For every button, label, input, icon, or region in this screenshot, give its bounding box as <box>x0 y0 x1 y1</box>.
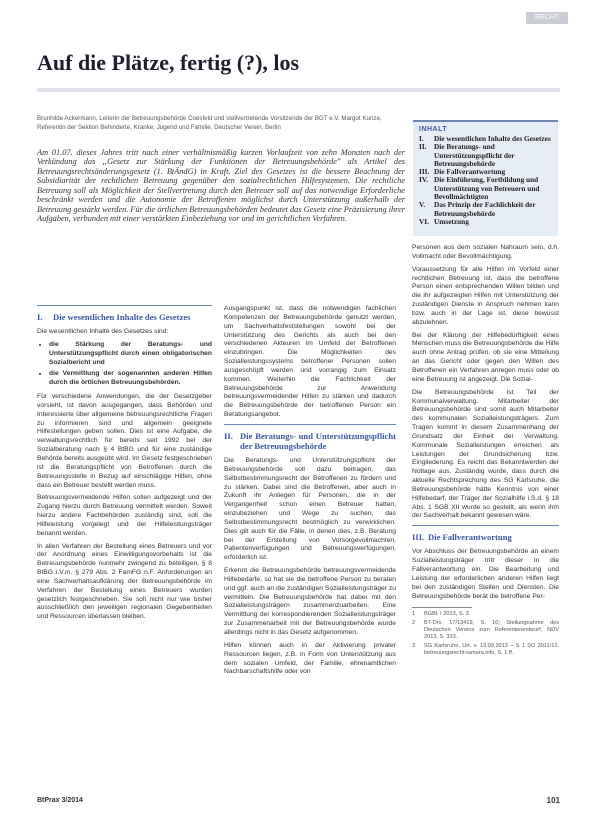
paragraph: Die wesentlichen Inhalte des Gesetzes sind: <box>37 328 169 335</box>
list-item: • die Vermittlung der sogenannten anderen Hilfen durch die örtlichen Betreuungsbehörden. <box>49 370 212 388</box>
toc-item-label: Die Fallverantwortung <box>434 167 506 177</box>
paragraph: Personen aus dem sozialen Nahraum sein, d.h. Vollmacht oder Bevollmächtigung. <box>412 244 559 260</box>
toc-item-num: II. <box>419 142 427 152</box>
section-heading <box>224 431 396 451</box>
footnote-text: SG Karlsruhe, Urt. v. 13.09.2013 – S 1 SO 2011/12, betreuungsrecht-tamura.info, S. 1 ff. <box>424 643 559 657</box>
title-rule <box>37 88 560 92</box>
toc-item-num: IV. <box>419 175 428 185</box>
paragraph: In allen Verfahren der Bestellung eines Betreuers und vor der Anordnung eines Einwilligungsvorbehalts ist die Betreuungsbehörde nunmehr zwingend zu beteiligen, § 8 BtBG i.V.m. § 279 Abs. 2 FamFG n.F. Anforderungen an eine Sachverhaltsaufklärung der Betreuungsbehörde im Verfahren der Bestellung eines Betreuers wurden gesetzlich festgeschrieben. Sie soll nicht nur wie bisher ausschließlich den jeweiligen regionalen Gegebenheiten und Ressourcen überlassen bleiben. <box>37 542 212 621</box>
table-of-contents <box>413 120 558 236</box>
footnote-rule <box>412 607 472 608</box>
paragraph: Hilfen können auch in der Aktivierung privater Ressourcen liegen, z.B. in Form von Unterstützung aus dem sozialen Umfeld, der Familie, ehrenamtlichen Nachbarschaftshilfe oder von <box>224 641 396 676</box>
footnote-number: 1 <box>412 611 416 618</box>
paragraph: Die Betreuungsbehörde ist Teil der Kommunalverwaltung. Mitarbeiter der Betreuungsbehörde sind somit auch Mitarbeiter des kommunalen Sozialleistungsträgers. Zum Tragen kommt in diesem Zusammenhang der Grundsatz der Einheit der Verwaltung. Kommunale Sozialleistungen erreichen als Leistungen der Grundsicherung bzw. Eingliederung. Es reicht das Bekanntwerden der Notlage aus. Zuständig wurde, dass durch die aktuelle Rechtsprechung des SG Karlsruhe, die Betreuungsbehörde hätte Kenntnis von einer Hilfebedarf, der Träger der Sozialhilfe i.S.d. § 18 Abs. 1 SGB XII wurde so gestellt, als wenn ihm der Sachverhalt bekannt gewesen wäre. <box>412 388 559 520</box>
paragraph: Erkennt die Betreuungsbehörde betreuungsvermeidende Hilfebedarfe, so hat sie die betroffene Person zu beraten und ggf. auch an die zuständigen Sozialleistungsträger zu vermitteln. Die Betreuungsbehörde hat dabei mit den Sozialleistungsträgern zusammenzuarbeiten. Eine Vermittlung der korrespondierenden Sozialleistungsträger zur Zusammenarbeit mit der Betreuungsbehörde wurde allerdings nicht in das Gesetz aufgenommen. <box>224 567 396 636</box>
paragraph: Vor Abschluss der Betreuungsbehörde an einem Sozialleistungsträger tritt dieser in die Fallverantwortung ein. Die Bearbeitung und Leistung der erforderlichen anderen Hilfen liegt bei den zuständigen Stellen und Diensten. Die Betreuungsbehörde berät die betroffene Per- <box>412 548 559 600</box>
footnote-number: 2 <box>412 620 416 627</box>
toc-item-num: VI. <box>419 216 429 226</box>
column-2 <box>224 305 396 681</box>
section-title: Die Fallverantwortung <box>428 532 512 543</box>
section-title: Die Beratungs- und Unterstützungspflicht der Betreuungsbehörde <box>240 430 396 451</box>
footnote <box>412 611 559 618</box>
section-3-header <box>412 525 559 542</box>
section-number: I. <box>37 312 43 322</box>
footnote-number: 3 <box>412 643 416 650</box>
footnote <box>412 620 559 641</box>
list-item: • die Stärkung der Beratungs- und Unterstützungspflicht durch einen obligatorischen Sozialbericht und <box>49 341 212 368</box>
paragraph: Bei der Klärung der Hilfebedürftigkeit eines Menschen muss die Betreuungsbehörde die Hilfe auch ohne Antrag prüfen, ob sie eine Mitteilung an das Gericht oder gegen den Willen des Betroffenen ein Verfahren anregen muss oder ob eine Betreuung ist angezeigt. Die Sozial- <box>412 331 559 383</box>
section-title: Die wesentlichen Inhalte des Gesetzes <box>53 312 191 322</box>
paragraph: Für verschiedene Anwendungen, die der Gesetzgeber vorsieht, ist davon ausgegangen, dass Behörden und Interessierte über allgemeine betreuungsrechtliche Fragen zu informieren sind und allgemein geeignete Hilfestellungen geben sollen. Dies ist eine Aufgabe, die verwaltungsrechtlich für bereits seit 1992 bei der Sozialberatung nach § 4 BtBG und für eine zuständige Behörde bereits ausgeübt wird. Im Gesetz festgeschrieben ist die Beratungspflicht von Betroffenen durch die Betreuungsstelle in Bezug auf einschlägige Hilfen, ohne dass ein Betreuer bestellt werden muss. <box>37 393 212 489</box>
toc-item[interactable] <box>413 176 558 201</box>
toc-item-num: III. <box>419 167 430 177</box>
abstract: Am 01.07. dieses Jahres tritt nach einer verhältnismäßig kurzen Vorlaufzeit von zehn Monaten nach der Verkündung das „Gesetz zur Stärkung der Funktionen der Betreuungsbehörde" als Artikel des Betreuungsrechtsänderungsgesetz (1. BtÄndG) in Kraft. Ziel des Gesetzes ist die bessere Beachtung der Subsidiarität der rechtlichen Betreuung gegenüber den sozialrechtlichen Hilfesystemen. Die rechtliche Betreuung soll als Möglichkeit der Stellvertretung durch den Betreuer soll auf das notwendige Erforderliche beschränkt werden und die Autonomie der Betroffenen möglichst durch Unterstützung außerhalb der Betreuung gestärkt werden. Für die örtlichen Betreuungsbehörden bedeutet das Gesetz eine Präzisierung ihrer Aufgaben, verbunden mit einer verstärkten Einbeziehung vor und im gerichtlichen Verfahren. <box>37 148 405 224</box>
toc-item-label: Die Einführung, Fortbildung und Unterstützung von Betreuern und Bevollmächtigten <box>434 175 540 202</box>
journal-issue: BtPrax 3/2014 <box>37 797 83 804</box>
toc-item[interactable] <box>413 201 558 218</box>
section-2-header <box>224 424 396 451</box>
page-number: 101 <box>546 796 560 805</box>
section-heading <box>412 532 559 542</box>
column-3 <box>412 244 559 659</box>
bullet-list <box>37 341 212 388</box>
footnote-text: BGBl. I 2013, S. 3. <box>424 611 471 618</box>
section-tag: RECHT <box>526 12 568 24</box>
toc-item-label: Umsetzung <box>434 216 469 226</box>
section-number: III. <box>412 532 425 543</box>
section-1-header <box>37 305 212 322</box>
toc-item[interactable] <box>413 143 558 168</box>
section-heading <box>37 312 212 322</box>
toc-item[interactable] <box>413 218 558 226</box>
footnote-text: BT-Drs. 17/13419, S. 10; Stellungnahme des Deutschen Vereins zum Referentenentwurf, NDV 2013, S. 333. <box>424 620 559 641</box>
toc-heading: INHALT <box>419 126 448 133</box>
paragraph: Voraussetzung für alle Hilfen im Vorfeld einer rechtlichen Betreuung ist, dass die betroffene Person einen entsprechenden Willen bilden und die ihr aufgezeigten Hilfen mit Unterstützung der zuständigen Dienste in Anspruch nehmen kann bzw. auch in der Lage ist, diese bewusst abzulehnen. <box>412 265 559 326</box>
toc-item-label: Die Beratungs- und Unterstützungspflicht der Betreuungsbehörde <box>434 142 515 168</box>
toc-item-label: Das Prinzip der Fachlichkeit der Betreuungsbehörde <box>434 200 536 218</box>
column-1 <box>37 305 212 626</box>
article-title: Auf die Plätze, fertig (?), los <box>37 50 300 75</box>
paragraph: Betreuungsvermeidende Hilfen sollen aufgezeigt und der Zugang hierzu durch Betreuung vermittelt werden. Soweit hierzu andere Fachbehörden zuständig sind, soll die Hilfeleistung vorgelegt und der Hilfeleistungsträger benannt werden. <box>37 494 212 537</box>
footnote <box>412 643 559 657</box>
toc-item-num: V. <box>419 200 426 210</box>
paragraph: Ausgangspunkt ist, dass die notwendigen fachlichen Kompetenzen der Betreuungsbehörde genutzt werden, um Sachverhaltsfeststellungen sowohl bei der Unterstützung des Gerichts als auch bei den verschiedenen Akteuren im Umfeld der Betroffenen einzubringen. Die Möglichkeiten des Sozialleistungssystems betroffener Personen sollen ausgeschöpft werden und vorrangig zum Einsatz kommen. Weiterhin die Fachlichkeit der Betreuungsbehörde zur Anwendung betreuungsvermeidender Hilfen zu stärken und dadurch die Betreuungsbehörde der betroffenen Person ein Beratungsangebot. <box>224 305 396 419</box>
authors: Brunhilde Ackermann, Leiterin der Betreuungsbehörde Coesfeld und stellvertretende Vorsitzende der BGT e.V. Margot Kunze, Referentin der Sektion Behinderte, Kranke, Jugend und Familie, Deutscher Verein, Berlin <box>37 115 382 131</box>
section-number: II. <box>224 430 233 441</box>
paragraph: Die Beratungs- und Unterstützungspflicht der Betreuungsbehörde soll dazu beitragen, das Selbstbestimmungsrecht der Betroffenen zu fördern und zu stärken. Dabei sind die Betroffenen, aber auch in Zukunft ihr Anliegen für Personen, die in der Vergangenheit schon einen Betreuer hatten, einzubeziehen und Wege zu suchen, das Selbstbestimmungsrecht bestmöglich zu verwirklichen. Dies gilt auch für die Fälle, in denen dies, z.B. Beratung bei der Erstellung von Vorsorgevollmachten, Patientenverfügungen und Betreuungsverfügungen, erforderlich ist. <box>224 456 396 562</box>
toc-item-num: I. <box>419 134 424 143</box>
toc-item-label: Die wesentlichen Inhalte des Gesetzes <box>434 134 551 143</box>
